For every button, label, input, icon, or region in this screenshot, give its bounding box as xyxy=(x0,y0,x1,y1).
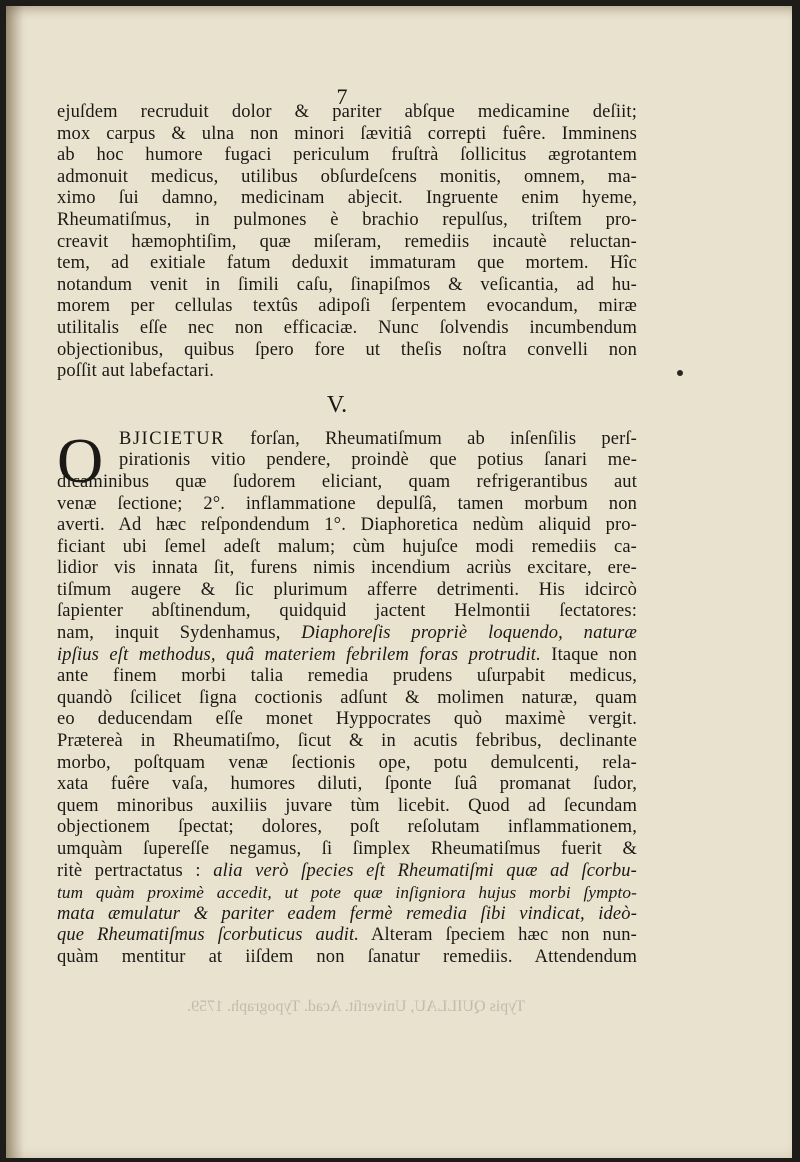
italic-quote: que Rheumatiſmus ſcorbuticus audit. xyxy=(57,925,360,946)
text-line: tum quàm proximè accedit, ut pote quæ inſigniora hujus morbi ſympto- xyxy=(57,883,637,903)
text-line: lidior vis innata ſit, furens nimis incendium acriùs excitare, ere- xyxy=(57,558,637,579)
text-line: creavit hæmophtiſim, quæ miſeram, remediis incautè reluctan- xyxy=(57,231,637,252)
text-line: umquàm ſupereſſe negamus, ſi ſimplex Rheumatiſmus fuerit & xyxy=(57,839,637,859)
book-page xyxy=(6,6,792,1158)
page-number: 7 xyxy=(336,84,348,109)
text-line: utilitalis eſſe nec non efficaciæ. Nunc ſolvendis incumbendum xyxy=(57,317,637,338)
drop-cap: O xyxy=(57,424,104,496)
italic-quote: Diaphoreſis propriè loquendo, naturæ xyxy=(301,623,637,644)
text-line: eo deducendam eſſe monet Hyppocrates quò maximè vergit. xyxy=(57,709,637,730)
paragraph-one xyxy=(57,102,637,383)
text-line: Prætereà in Rheumatiſmo, ſicut & in acutis febribus, declinante xyxy=(57,731,637,752)
text-line: objectionibus, quibus ſpero fore ut theſis noſtra convelli non xyxy=(57,339,637,360)
section-heading: V. xyxy=(326,391,348,418)
text-line: notandum venit in ſimili caſu, ſinapiſmos & veſicantia, ad hu- xyxy=(57,274,637,295)
text-line: objectionem ſpectat; dolores, poſt reſolutam inflammationem, xyxy=(57,817,637,838)
text-segment: ritè pertractatus : xyxy=(57,860,214,881)
text-line: ximo ſui damno, medicinam abjecit. Ingruente enim hyeme, xyxy=(57,188,637,209)
text-block xyxy=(57,102,637,969)
text-line: xata fuêre vaſa, humores diluti, ſponte ſuâ promanat ſudor, xyxy=(57,774,637,795)
text-line: venæ ſectione; 2°. inflammatione depulſâ, tamen morbum non xyxy=(57,493,637,514)
text-line: mox carpus & ulna non minori ſævitiâ correpti fuêre. Imminens xyxy=(57,123,637,144)
text-line: ſapienter abſtinendum, quidquid jactent Helmontii ſectatores: xyxy=(57,601,637,622)
text-line: poſſit aut labefactari. xyxy=(57,361,215,382)
text-line xyxy=(57,925,637,947)
italic-quote: alia verò ſpecies eſt Rheumatiſmi quæ ad ſcorbu- xyxy=(213,860,637,881)
text-line: mata æmulatur & pariter eadem fermè remedia ſibi vindicat, ideò- xyxy=(57,903,637,924)
text-segment: Alteram ſpeciem hæc non nun- xyxy=(359,925,637,946)
text-line xyxy=(57,623,637,645)
text-line: ficiant ubi ſemel adeſt malum; cùm hujuſce modi remediis ca- xyxy=(57,536,637,557)
opening-word: BJICIETUR xyxy=(119,428,225,449)
text-segment: forſan, Rheumatiſmum ab inſenſilis perſ- xyxy=(225,428,637,449)
text-line: ante finem morbi talia remedia prudens uſurpabit medicus, xyxy=(57,666,637,687)
bleed-through-text: Typis QUILLAU, Univerſit. Acad. Typograph. 1759. xyxy=(187,998,525,1015)
ink-spot xyxy=(677,370,683,376)
text-line: quandò ſcilicet ſigna coctionis adſunt & molimen naturæ, quam xyxy=(57,687,637,708)
text-segment: Itaque non xyxy=(540,644,637,665)
text-line: quem minoribus auxiliis juvare tùm licebit. Quod ad ſecundam xyxy=(57,795,637,816)
italic-quote: ipſius eſt methodus, quâ materiem febrilem foras protrudit. xyxy=(57,644,541,665)
paragraph-two xyxy=(57,424,637,969)
text-line: Rheumatiſmus, in pulmones è brachio repulſus, triſtem pro- xyxy=(57,209,637,230)
text-line xyxy=(57,645,637,667)
text-line: morbo, poſtquam venæ ſectionis ope, potu demulcenti, rela- xyxy=(57,752,637,773)
text-line xyxy=(57,861,637,883)
text-segment: nam, inquit Sydenhamus, xyxy=(57,623,302,644)
text-line: tiſmum augere & ſic plurimum afferre detrimenti. His idcircò xyxy=(57,579,637,600)
text-line: averti. Ad hæc reſpondendum 1°. Diaphoretica nedùm aliquid pro- xyxy=(57,515,637,536)
text-line: ejuſdem recruduit dolor & pariter abſque medicamine deſiit; xyxy=(57,102,637,122)
text-line: dicaminibus quæ ſudorem eliciant, quam refrigerantibus aut xyxy=(57,471,637,492)
text-line xyxy=(57,429,637,451)
text-line: morem per cellulas textûs adipoſi ſerpentem evocandum, miræ xyxy=(57,296,637,317)
text-line: quàm mentitur at iiſdem non ſanatur remediis. Attendendum xyxy=(57,946,637,967)
spine-shadow xyxy=(6,6,24,1158)
text-line: tem, ad exitiale fatum deduxit immaturam que mortem. Hîc xyxy=(57,253,637,274)
text-line: admonuit medicus, utilibus obſurdeſcens monitis, omnem, ma- xyxy=(57,166,637,187)
text-line: pirationis vitio pendere, proindè que potius ſanari me- xyxy=(119,450,637,471)
text-line: ab hoc humore fugaci periculum fruſtrà ſollicitus ægrotantem xyxy=(57,145,637,166)
